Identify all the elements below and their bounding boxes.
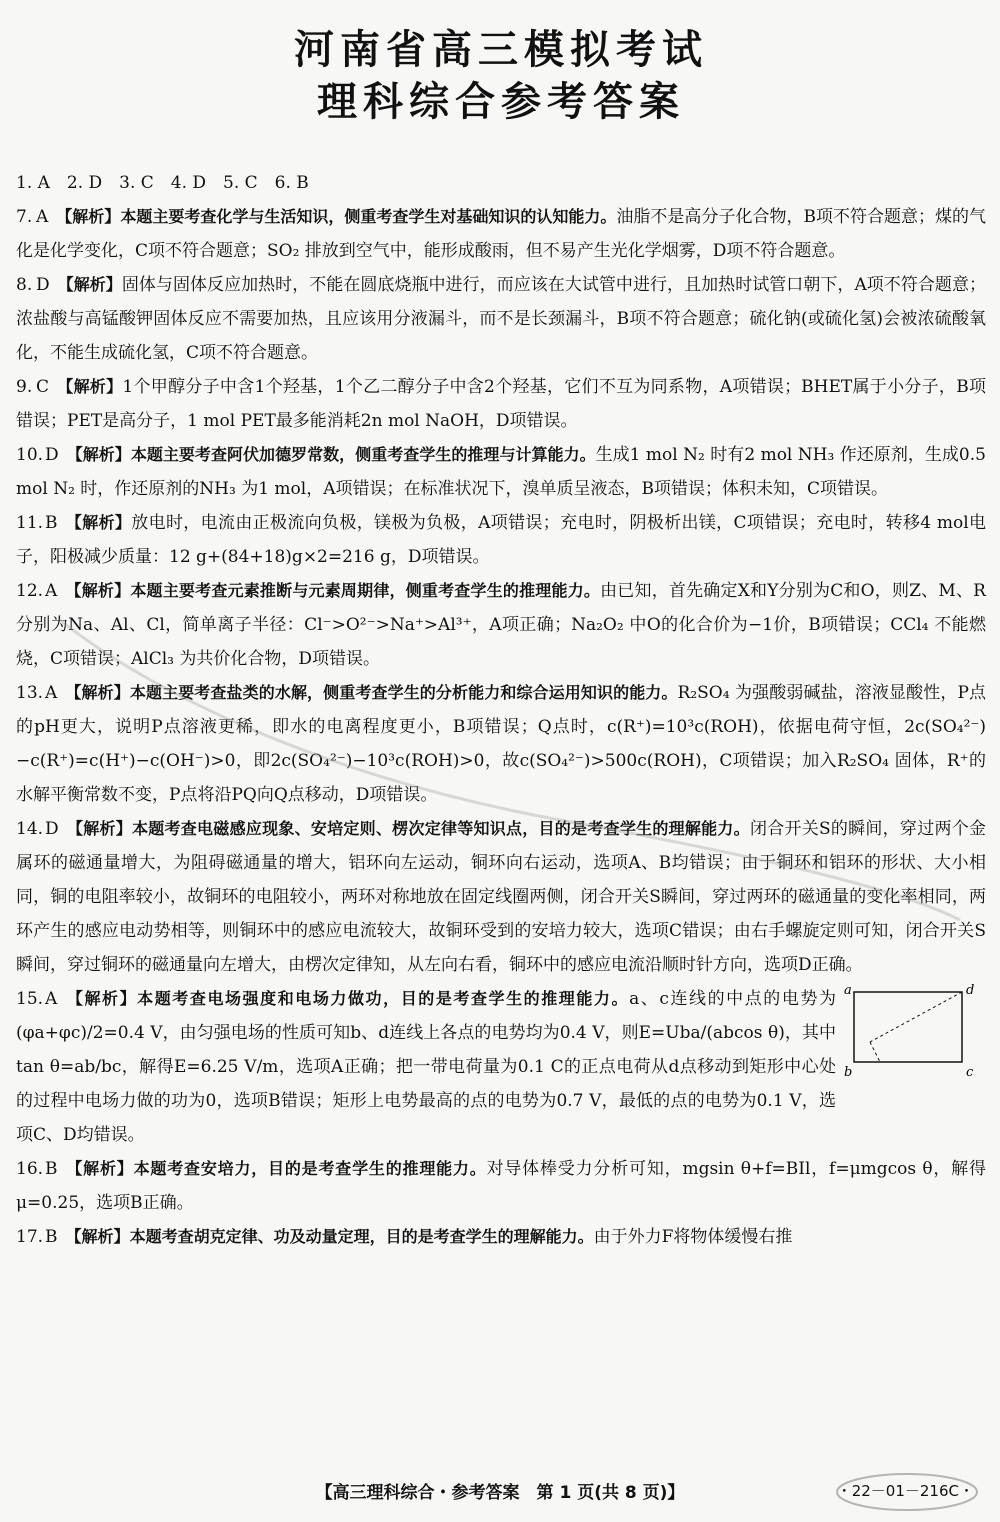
answer-letter: A: [36, 207, 49, 227]
answer-item: [16, 200, 986, 268]
answer-item: [16, 506, 986, 574]
answer-letter: D: [45, 445, 59, 465]
answer-item: [16, 982, 986, 1152]
answer-item: [16, 812, 986, 982]
question-number: 11.: [16, 513, 44, 533]
question-number: 9.: [16, 377, 33, 397]
analysis-tag: 【解析】: [57, 275, 122, 294]
answer-letter: B: [45, 1227, 58, 1247]
diagonal-line: [870, 992, 962, 1042]
logo-stamp: [832, 1470, 982, 1514]
vertex-label-d: d: [966, 983, 975, 998]
vertex-label-b: b: [844, 1065, 853, 1078]
answer-item: [16, 370, 986, 438]
rectangle-diagram: [840, 982, 980, 1078]
answer-letter: D: [36, 275, 50, 295]
question-number: 7.: [16, 207, 33, 227]
question-number: 13.: [16, 683, 44, 703]
question-number: 12.: [16, 581, 44, 601]
focus-statement: 本题主要考查阿伏加德罗常数，侧重考查学生的推理与计算能力。: [130, 445, 596, 464]
focus-statement: 本题考查电场强度和电场力做功，目的是考查学生的推理能力。: [137, 989, 630, 1008]
answer-letter: A: [45, 989, 58, 1009]
answer-item: [16, 268, 986, 370]
analysis-tag: 【解析】: [66, 445, 131, 464]
question-number: 16.: [16, 1159, 44, 1179]
vertex-label-c: c: [966, 1065, 974, 1078]
analysis-text: 油脂不是高分子化合物，B项不符合题意；煤的气化是化学变化，C项不符合题意；SO₂ 排放到空气中，能形成酸雨，但不易产生光化学烟雾，D项不符合题意。: [16, 207, 986, 261]
question-number: 14.: [16, 819, 44, 839]
question-number: 8.: [16, 275, 33, 295]
multiple-choice-answers: 1. A 2. D 3. C 4. D 5. C 6. B: [16, 173, 309, 193]
analysis-text: 闭合开关S的瞬间，穿过两个金属环的磁通量增大，为阻碍磁通量的增大，铝环向左运动，铜环向右运动，选项A、B均错误；由于铜环和铝环的形状、大小相同，铜的电阻率较小，故铜环的电阻较小，两环对称地放在固定线圈两侧，闭合开关S瞬间，穿过两环的磁通量的变化率相同，两环产生的感应电动势相等，则铜环中的感应电流较大，故铜环受到的安培力较大，选项C错误；由右手螺旋定则可知，闭合开关S瞬间，穿过铜环的磁通量向左增大，由楞次定律知，从左向右看，铜环中的感应电流沿顺时针方向，选项D正确。: [16, 819, 986, 975]
answer-letter: B: [45, 1159, 58, 1179]
analysis-text: 1个甲醇分子中含1个羟基，1个乙二醇分子中含2个羟基，它们不互为同系物，A项错误；BHET属于小分子，B项错误；PET是高分子，1 mol PET最多能消耗2n mol NaOH，D项错误。: [16, 377, 986, 431]
answer-item: [16, 1220, 986, 1254]
analysis-text: R₂SO₄ 为强酸弱碱盐，溶液显酸性，P点的pH更大，说明P点溶液更稀，即水的电离程度更小，B项错误；Q点时，c(R⁺)=10³c(ROH)，依据电荷守恒，2c(SO₄²⁻)−c(R⁺)=c(H⁺)−c(OH⁻)>0，即2c(SO₄²⁻)−10³c(ROH)>0，故c(SO₄²⁻)>500c(ROH)，C项错误；加入R₂SO₄ 固体，R⁺的水解平衡常数不变，P点将沿PQ向Q点移动，D项错误。: [16, 683, 986, 805]
vertex-label-a: a: [844, 983, 852, 998]
answer-item: [16, 438, 986, 506]
answer-letter: A: [45, 683, 58, 703]
analysis-tag: 【解析】: [66, 819, 132, 838]
analysis-tag: 【解析】: [57, 377, 123, 396]
page-footer: 【高三理科综合・参考答案 第 1 页(共 8 页)】: [315, 1483, 685, 1503]
answer-item: [16, 1152, 986, 1220]
question-number: 15.: [16, 989, 44, 1009]
analysis-tag: 【解析】: [65, 1159, 134, 1178]
page-title-line2: 理科综合参考答案: [317, 79, 685, 125]
page-title-line1: 河南省高三模拟考试: [294, 27, 708, 73]
answer-letter: A: [45, 581, 58, 601]
footer-code: ・22－01－216C・: [836, 1482, 974, 1500]
focus-statement: 本题考查胡克定律、功及动量定理，目的是考查学生的理解能力。: [129, 1227, 594, 1246]
answer-letter: B: [45, 513, 58, 533]
analysis-text: 由于外力F将物体缓慢右推: [593, 1227, 793, 1247]
focus-statement: 本题主要考查元素推断与元素周期律，侧重考查学生的推理能力。: [130, 581, 601, 600]
focus-statement: 本题考查安培力，目的是考查学生的推理能力。: [133, 1159, 487, 1178]
rectangle-shape: [854, 992, 962, 1062]
question-number: 17.: [16, 1227, 44, 1247]
analysis-tag: 【解析】: [65, 581, 131, 600]
analysis-text: 由已知，首先确定X和Y分别为C和O，则Z、M、R分别为Na、Al、Cl，简单离子半径：Cl⁻>O²⁻>Na⁺>Al³⁺，A项正确；Na₂O₂ 中O的化合价为−1价，B项错误；CCl₄ 不能燃烧，C项错误；AlCl₃ 为共价化合物，D项错误。: [16, 581, 986, 669]
focus-statement: 本题考查电磁感应现象、安培定则、楞次定律等知识点，目的是考查学生的理解能力。: [132, 819, 750, 838]
analysis-text: 放电时，电流由正极流向负极，镁极为负极，A项错误；充电时，阴极析出镁，C项错误；充电时，转移4 mol电子，阳极减少质量：12 g+(84+18)g×2=216 g，D项错误。: [16, 513, 986, 567]
answer-item: [16, 676, 986, 812]
analysis-tag: 【解析】: [56, 207, 121, 226]
analysis-text: 生成1 mol N₂ 时有2 mol NH₃ 作还原剂，生成0.5 mol N₂ 时，作还原剂的NH₃ 为1 mol，A项错误；在标准状况下，溴单质呈液态，B项错误；体积未知，C项错误。: [16, 445, 986, 499]
question-number: 10.: [16, 445, 44, 465]
analysis-tag: 【解析】: [65, 513, 132, 532]
question-list: [16, 200, 986, 1254]
answer-letter: D: [45, 819, 59, 839]
analysis-text: a、c连线的中点的电势为(φa+φc)/2=0.4 V，由匀强电场的性质可知b、d连线上各点的电势均为0.4 V，则E=Uba/(abcos θ)，其中tan θ=ab/bc，解得E=6.25 V/m，选项A正确；把一带电荷量为0.1 C的正点电荷从d点移动到矩形中心处的过程中电场力做的功为0，选项B错误；矩形上电势最高的点的电势为0.7 V，最低的点的电势为0.1 V，选项C、D均错误。: [16, 989, 836, 1145]
focus-statement: 本题主要考查盐类的水解，侧重考查学生的分析能力和综合运用知识的能力。: [129, 683, 678, 702]
answer-letter: C: [36, 377, 50, 397]
analysis-tag: 【解析】: [65, 1227, 130, 1246]
focus-statement: 本题主要考查化学与生活知识，侧重考查学生对基础知识的认知能力。: [120, 207, 617, 226]
perpendicular-line: [870, 1042, 880, 1062]
answer-item: [16, 574, 986, 676]
analysis-tag: 【解析】: [65, 683, 130, 702]
analysis-text: 对导体棒受力分析可知，mgsin θ+f=BIl，f=μmgcos θ，解得μ=0.25，选项B正确。: [16, 1159, 986, 1213]
analysis-text: 固体与固体反应加热时，不能在圆底烧瓶中进行，而应该在大试管中进行，且加热时试管口朝下，A项不符合题意；浓盐酸与高锰酸钾固体反应不需要加热，且应该用分液漏斗，而不是长颈漏斗，B项不符合题意；硫化钠(或硫化氢)会被浓硫酸氧化，不能生成硫化氢，C项不符合题意。: [16, 275, 986, 363]
analysis-tag: 【解析】: [65, 989, 138, 1008]
